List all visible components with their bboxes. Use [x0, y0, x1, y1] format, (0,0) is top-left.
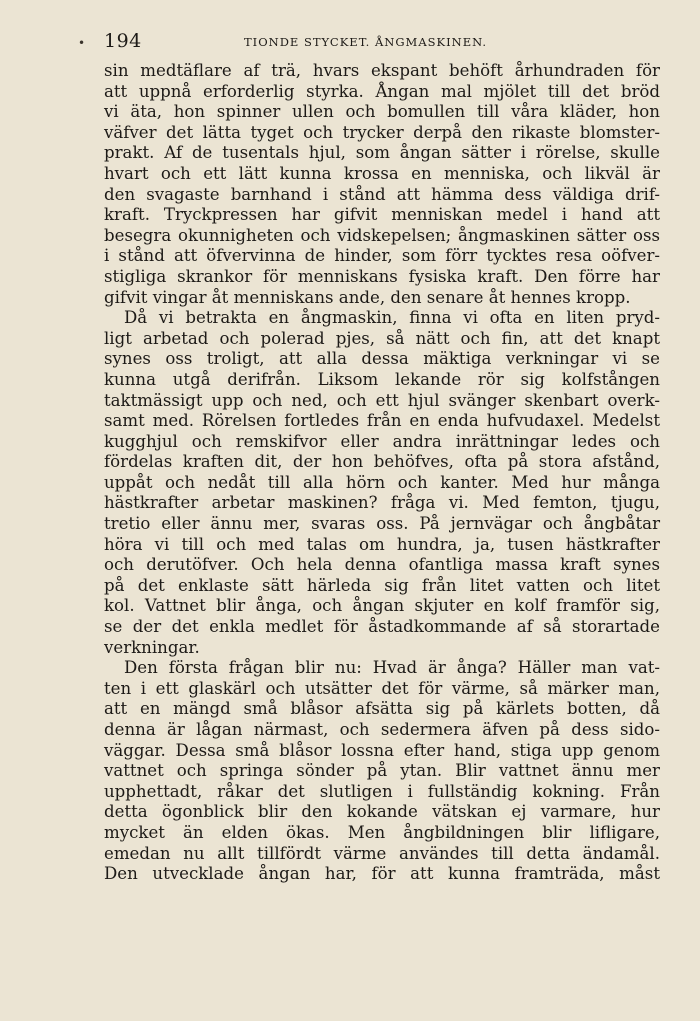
text-line: ten i ett glaskärl och utsätter det för värme, så märker man, [104, 678, 660, 698]
text-line: samt med. Rörelsen fortledes från en enda hufvudaxel. Medelst [104, 411, 660, 431]
text-line: emedan nu allt tillfördt värme användes till detta ändamål. [104, 843, 660, 863]
text-line: uppåt och nedåt till alla hörn och kanter. Med hur många [104, 472, 660, 492]
running-head: TIONDE STYCKET. ÅNGMASKINEN. [244, 35, 488, 49]
text-line: kugghjul och remskifvor eller andra inrättningar ledes och [104, 431, 660, 451]
text-line: detta ögonblick blir den kokande vätskan ej varmare, hur [104, 802, 660, 822]
text-line: taktmässigt upp och ned, och ett hjul svänger skenbart overk- [104, 390, 660, 410]
body-text [104, 61, 660, 885]
text-line: hästkrafter arbetar maskinen? fråga vi. Med femton, tjugu, [104, 493, 660, 513]
text-line: mycket än elden ökas. Men ångbildningen blir lifligare, [104, 822, 660, 842]
text-line: se der det enkla medlet för åstadkommande af så storartade [104, 617, 660, 637]
text-line: verkningar. [104, 637, 200, 657]
text-line: besegra okunnigheten och vidskepelsen; ångmaskinen sätter oss [104, 225, 660, 245]
page-header [104, 30, 660, 54]
text-line: höra vi till och med talas om hundra, ja, tusen hästkrafter [104, 534, 660, 554]
text-line: den svagaste barnhand i stånd att hämma dess väldiga drif- [104, 184, 660, 204]
text-line: kraft. Tryckpressen har gifvit menniskan medel i hand att [104, 205, 660, 225]
page-number: 194 [104, 30, 142, 52]
text-line: upphettadt, råkar det slutligen i fullständig kokning. Från [104, 781, 660, 801]
margin-dot: • [78, 36, 86, 50]
text-line: gifvit vingar åt menniskans ande, den senare åt hennes kropp. [104, 287, 631, 307]
text-line: att en mängd små blåsor afsätta sig på kärlets botten, då [104, 699, 660, 719]
text-line: synes oss troligt, att alla dessa mäktiga verkningar vi se [104, 349, 660, 369]
text-line: stigliga skrankor för menniskans fysiska kraft. Den förre har [104, 266, 660, 286]
text-line: att uppnå erforderlig styrka. Ångan mal mjölet till det bröd [104, 81, 660, 101]
text-line: fördelas kraften dit, der hon behöfves, ofta på stora afstånd, [104, 452, 660, 472]
text-line: Den utvecklade ångan har, för att kunna framträda, måst [104, 864, 660, 884]
text-line: och derutöfver. Och hela denna ofantliga massa kraft synes [104, 555, 660, 575]
text-line: vi äta, hon spinner ullen och bomullen till våra kläder, hon [104, 102, 660, 122]
text-line: väfver det lätta tyget och trycker derpå den rikaste blomster- [104, 122, 660, 142]
text-line: prakt. Af de tusentals hjul, som ångan sätter i rörelse, skulle [104, 143, 660, 163]
text-line: i stånd att öfvervinna de hinder, som förr tycktes resa oöfver- [104, 246, 660, 266]
paragraph-first-line: Den första frågan blir nu: Hvad är ånga? Häller man vat- [124, 658, 660, 678]
text-line: på det enklaste sätt härleda sig från litet vatten och litet [104, 575, 660, 595]
paragraph-first-line: Då vi betrakta en ångmaskin, finna vi ofta en liten pryd- [124, 308, 660, 328]
text-line: kunna utgå derifrån. Liksom lekande rör sig kolfstången [104, 369, 660, 389]
text-line: hvart och ett lätt kunna krossa en menniska, och likväl är [104, 163, 660, 183]
text-line: ligt arbetad och polerad pjes, så nätt och fin, att det knapt [104, 328, 660, 348]
text-line: denna är lågan närmast, och sedermera äfven på dess sido- [104, 720, 660, 739]
text-line: kol. Vattnet blir ånga, och ångan skjuter en kolf framför sig, [104, 596, 660, 616]
text-line: sin medtäflare af trä, hvars ekspant behöft århundraden för [104, 61, 660, 80]
text-line: vattnet och springa sönder på ytan. Blir vattnet ännu mer [104, 761, 660, 781]
text-line: väggar. Dessa små blåsor lossna efter hand, stiga upp genom [104, 740, 660, 760]
text-line: tretio eller ännu mer, svaras oss. På jernvägar och ångbåtar [104, 514, 660, 534]
